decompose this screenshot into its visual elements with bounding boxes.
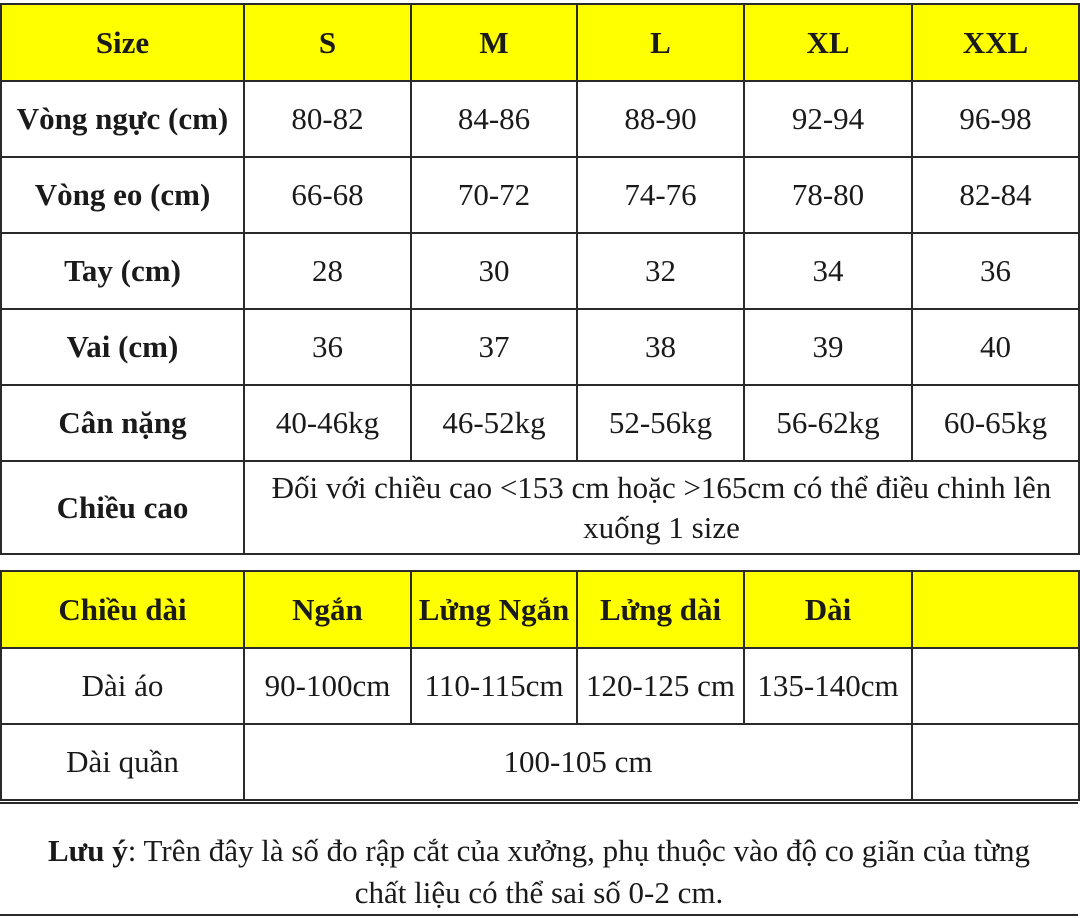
table-cell: 88-90 <box>577 81 744 157</box>
row-label: Cân nặng <box>1 385 244 461</box>
table-cell: 82-84 <box>912 157 1079 233</box>
note-label: Lưu ý <box>47 833 128 868</box>
table-cell: 80-82 <box>244 81 411 157</box>
table-cell: 30 <box>411 233 577 309</box>
height-row <box>1 461 1079 554</box>
table-row <box>1 81 1079 157</box>
length-header-cell: Lửng Ngắn <box>411 571 577 648</box>
table-cell: 110-115cm <box>411 648 577 724</box>
table-row <box>1 309 1079 385</box>
table-cell: 70-72 <box>411 157 577 233</box>
table-row <box>1 157 1079 233</box>
table-cell: 32 <box>577 233 744 309</box>
table-row <box>1 385 1079 461</box>
table-cell: 40 <box>912 309 1079 385</box>
table-cell: 38 <box>577 309 744 385</box>
length-header-cell: Dài <box>744 571 912 648</box>
table-cell: 100-105 cm <box>244 724 912 800</box>
table-cell <box>912 724 1079 800</box>
table-cell: 78-80 <box>744 157 912 233</box>
table-cell: 52-56kg <box>577 385 744 461</box>
table-cell: 46-52kg <box>411 385 577 461</box>
table-cell: 96-98 <box>912 81 1079 157</box>
table-cell: 40-46kg <box>244 385 411 461</box>
size-header-cell: S <box>244 4 411 81</box>
table-cell: 120-125 cm <box>577 648 744 724</box>
table-cell: 90-100cm <box>244 648 411 724</box>
table-cell: 92-94 <box>744 81 912 157</box>
table-cell: 37 <box>411 309 577 385</box>
row-label: Tay (cm) <box>1 233 244 309</box>
size-header-cell: XL <box>744 4 912 81</box>
size-header-row <box>1 4 1079 81</box>
length-header-cell: Ngắn <box>244 571 411 648</box>
height-note-line: xuống 1 size <box>583 509 740 545</box>
table-cell: 39 <box>744 309 912 385</box>
table-cell: 135-140cm <box>744 648 912 724</box>
note-line <box>0 830 1078 872</box>
row-label: Vai (cm) <box>1 309 244 385</box>
size-header-cell: L <box>577 4 744 81</box>
size-header-cell: XXL <box>912 4 1079 81</box>
table-row <box>1 648 1079 724</box>
note-block <box>0 802 1078 916</box>
size-header-cell: Size <box>1 4 244 81</box>
table-cell: 66-68 <box>244 157 411 233</box>
table-cell: 36 <box>912 233 1079 309</box>
length-chart-table <box>0 570 1080 801</box>
row-label: Vòng ngực (cm) <box>1 81 244 157</box>
length-header-cell <box>912 571 1079 648</box>
table-cell: 34 <box>744 233 912 309</box>
length-header-cell: Lửng dài <box>577 571 744 648</box>
table-cell: 60-65kg <box>912 385 1079 461</box>
length-header-cell: Chiều dài <box>1 571 244 648</box>
size-chart-table <box>0 3 1080 555</box>
table-row <box>1 724 1079 800</box>
table-cell: 74-76 <box>577 157 744 233</box>
size-header-cell: M <box>411 4 577 81</box>
row-label: Chiều cao <box>1 461 244 554</box>
table-cell <box>912 648 1079 724</box>
note-text: : Trên đây là số đo rập cắt của xưởng, phụ thuộc vào độ co giãn của từng <box>127 833 1031 868</box>
row-label: Dài áo <box>1 648 244 724</box>
table-cell: 36 <box>244 309 411 385</box>
height-note-cell <box>244 461 1079 554</box>
height-note-line: Đối với chiều cao <153 cm hoặc >165cm có thể điều chinh lên <box>271 469 1052 505</box>
table-cell: 56-62kg <box>744 385 912 461</box>
row-label: Vòng eo (cm) <box>1 157 244 233</box>
row-label: Dài quần <box>1 724 244 800</box>
note-line: chất liệu có thể sai số 0-2 cm. <box>354 875 724 910</box>
table-cell: 84-86 <box>411 81 577 157</box>
length-header-row <box>1 571 1079 648</box>
table-cell: 28 <box>244 233 411 309</box>
table-row <box>1 233 1079 309</box>
